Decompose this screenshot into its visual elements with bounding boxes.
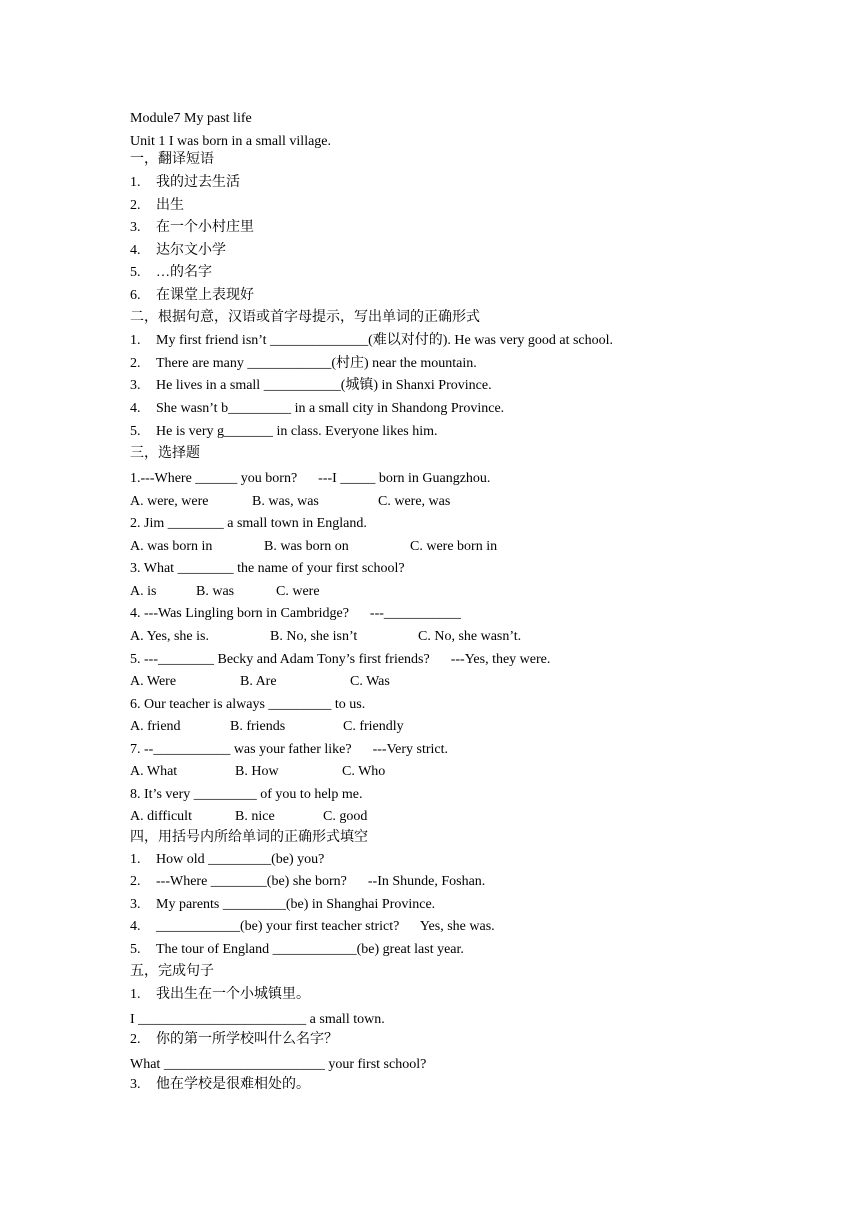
section5-heading: 五，完成句子	[130, 964, 214, 979]
question-options: A. What B. How C. Who	[130, 764, 386, 779]
section1-heading: 一，翻译短语	[130, 152, 214, 167]
question-options: A. friend B. friends C. friendly	[130, 719, 404, 734]
list-item: 5. …的名字	[130, 265, 212, 280]
question-options: A. Were B. Are C. Was	[130, 674, 390, 689]
section2-heading: 二，根据句意，汉语或首字母提示，写出单词的正确形式	[130, 310, 480, 325]
question-options: A. were, were B. was, was C. were, was	[130, 494, 451, 509]
list-item: 2. There are many ____________(村庄) near the mountain.	[130, 356, 477, 371]
list-item: 2. 出生	[130, 198, 184, 213]
question-text: 7. --___________ was your father like? ---Very strict.	[130, 742, 449, 757]
list-item: 3. 他在学校是很难相处的。	[130, 1077, 310, 1092]
question-options: A. is B. was C. were	[130, 584, 320, 599]
question-text: 6. Our teacher is always _________ to us.	[130, 697, 366, 712]
question-options: A. Yes, she is. B. No, she isn’t C. No, she wasn’t.	[130, 629, 522, 644]
question-options: A. difficult B. nice C. good	[130, 809, 368, 824]
answer-line: What _______________________ your first school?	[130, 1057, 427, 1072]
question-text: 1.---Where ______ you born? ---I _____ born in Guangzhou.	[130, 471, 491, 486]
list-item: 5. The tour of England ____________(be) great last year.	[130, 942, 464, 957]
list-item: 3. He lives in a small ___________(城镇) in Shanxi Province.	[130, 378, 492, 393]
list-item: 4. 达尔文小学	[130, 243, 226, 258]
question-text: 8. It’s very _________ of you to help me.	[130, 787, 363, 802]
unit-title: Unit 1 I was born in a small village.	[130, 134, 332, 149]
answer-line: I ________________________ a small town.	[130, 1012, 385, 1027]
question-text: 4. ---Was Lingling born in Cambridge? ---___________	[130, 606, 461, 621]
question-text: 3. What ________ the name of your first school?	[130, 561, 405, 576]
list-item: 1. How old _________(be) you?	[130, 852, 325, 867]
list-item: 4. ____________(be) your first teacher strict? Yes, she was.	[130, 919, 495, 934]
module-title: Module7 My past life	[130, 111, 252, 126]
list-item: 1. My first friend isn’t ______________(难以对付的). He was very good at school.	[130, 333, 614, 348]
question-options: A. was born in B. was born on C. were born in	[130, 539, 498, 554]
list-item: 6. 在课堂上表现好	[130, 288, 254, 303]
list-item: 3. My parents _________(be) in Shanghai Province.	[130, 897, 436, 912]
list-item: 1. 我的过去生活	[130, 175, 240, 190]
question-text: 5. ---________ Becky and Adam Tony’s first friends? ---Yes, they were.	[130, 652, 551, 667]
list-item: 2. 你的第一所学校叫什么名字？	[130, 1032, 338, 1047]
list-item: 1. 我出生在一个小城镇里。	[130, 987, 310, 1002]
question-text: 2. Jim ________ a small town in England.	[130, 516, 367, 531]
section4-heading: 四，用括号内所给单词的正确形式填空	[130, 830, 368, 845]
list-item: 4. She wasn’t b_________ in a small city in Shandong Province.	[130, 401, 505, 416]
section3-heading: 三，选择题	[130, 446, 200, 461]
list-item: 2. ---Where ________(be) she born? --In Shunde, Foshan.	[130, 874, 486, 889]
list-item: 5. He is very g_______ in class. Everyone likes him.	[130, 424, 438, 439]
list-item: 3. 在一个小村庄里	[130, 220, 254, 235]
